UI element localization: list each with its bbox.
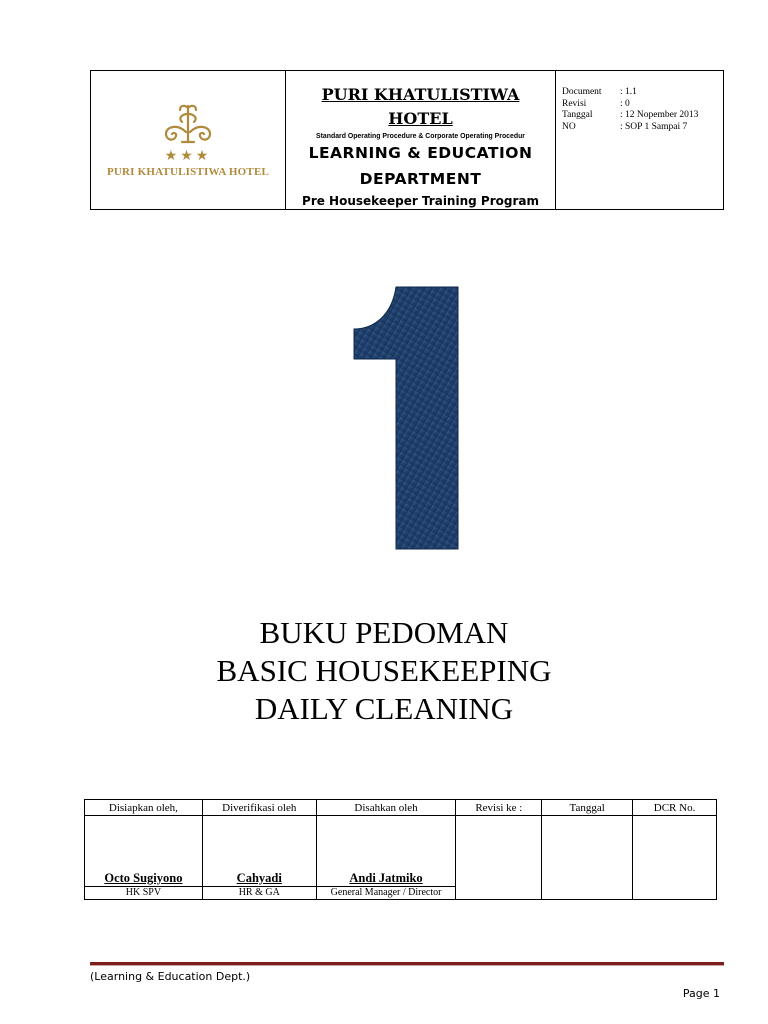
meta-row-revisi	[562, 99, 723, 111]
footer-rule	[90, 962, 724, 966]
revisi-cell	[456, 816, 542, 900]
meta-row-document	[562, 87, 723, 99]
signature-table	[84, 799, 717, 900]
header-disiapkan: Disiapkan oleh,	[85, 800, 203, 816]
meta-value: : 0	[620, 98, 630, 109]
document-header	[90, 70, 724, 210]
signer-name	[202, 816, 316, 887]
program-name: Pre Housekeeper Training Program	[302, 194, 539, 208]
signer-role: HR & GA	[202, 887, 316, 900]
meta-label: Tanggal	[562, 110, 593, 120]
meta-label: Document	[562, 87, 602, 97]
title-line2: BASIC HOUSEKEEPING	[216, 653, 552, 688]
logo-text: PURI KHATULISTIWA HOTEL	[106, 166, 270, 178]
signer-name	[85, 816, 203, 887]
page-number: Page 1	[682, 987, 720, 1000]
header-dcr: DCR No.	[633, 800, 717, 816]
header-disahkan: Disahkan oleh	[316, 800, 456, 816]
hotel-logo-icon	[158, 102, 218, 148]
footer-department: (Learning & Education Dept.)	[90, 970, 251, 983]
signer-role: General Manager / Director	[316, 887, 456, 900]
hotel-name-line1: PURI KHATULISTIWA	[321, 85, 520, 104]
logo-cell	[91, 71, 286, 209]
meta-label: Revisi	[562, 98, 587, 109]
numeral-text: 1	[352, 272, 360, 289]
tanggal-cell	[542, 816, 633, 900]
document-title	[0, 614, 768, 728]
dcr-cell	[633, 816, 717, 900]
signer-role: HK SPV	[85, 887, 203, 900]
meta-label: NO	[562, 121, 576, 132]
dept-line2: DEPARTMENT	[359, 170, 482, 188]
document-meta	[556, 71, 723, 209]
signer-name-text: Octo Sugiyono	[104, 871, 183, 885]
logo-stars: ★★★	[164, 149, 212, 164]
big-numeral-one	[352, 272, 460, 551]
title-cell	[286, 71, 556, 209]
hotel-name-line2: HOTEL	[388, 109, 453, 128]
header-diverifikasi: Diverifikasi oleh	[202, 800, 316, 816]
signature-header-row	[85, 800, 717, 816]
meta-value: : 12 Nopember 2013	[620, 110, 699, 120]
meta-value: : 1.1	[620, 87, 637, 97]
header-tanggal: Tanggal	[542, 800, 633, 816]
title-line3: DAILY CLEANING	[254, 691, 514, 726]
meta-row-tanggal	[562, 110, 723, 122]
signer-name-text: Cahyadi	[236, 871, 282, 885]
signer-name-text: Andi Jatmiko	[349, 871, 423, 885]
meta-value: : SOP 1 Sampai 7	[620, 121, 688, 132]
meta-row-no	[562, 122, 723, 134]
sop-subtitle: Standard Operating Procedure & Corporate Operating Procedur	[316, 131, 525, 140]
title-line1: BUKU PEDOMAN	[259, 615, 509, 650]
signer-name	[316, 816, 456, 887]
dept-line1: LEARNING & EDUCATION	[308, 144, 533, 162]
signature-name-row	[85, 816, 717, 887]
header-revisi: Revisi ke :	[456, 800, 542, 816]
